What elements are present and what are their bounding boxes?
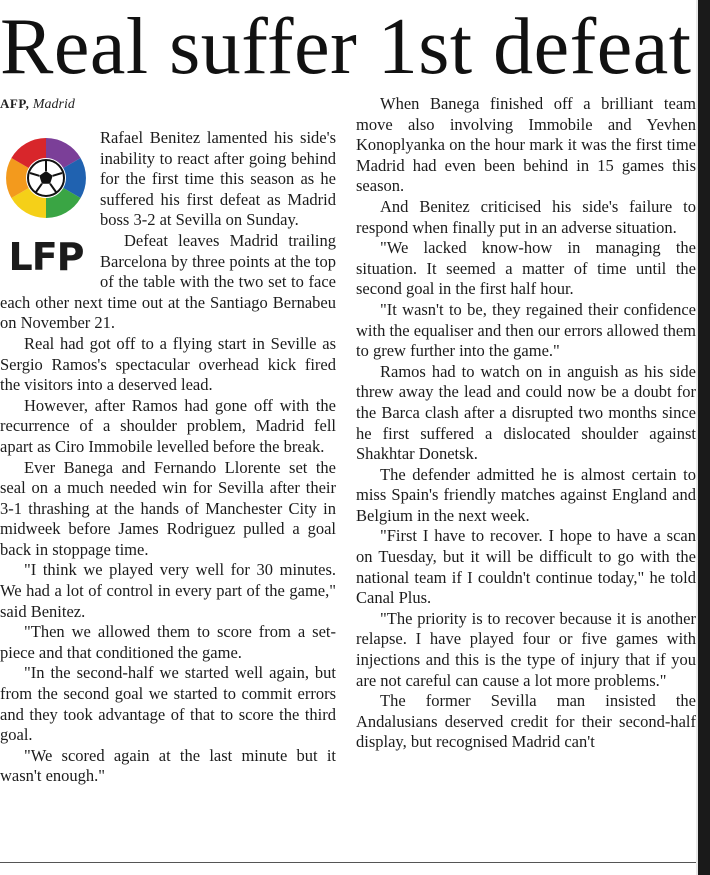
paragraph: Real had got off to a flying start in Seville as Sergio Ramos's spectacular overhead kick fired the visitors into a deserved lead. xyxy=(0,333,336,395)
page-edge xyxy=(698,0,710,875)
lfp-logo xyxy=(0,128,92,278)
paragraph: "In the second-half we started well again, but from the second goal we started to commit errors and they took advantage of that to score the third goal. xyxy=(0,663,336,745)
paragraph: Ever Banega and Fernando Llorente set the seal on a much needed win for Sevilla after their 3-1 thrashing at the hands of Manchester City in midweek before James Rodriguez pulled a goal back in stoppage time. xyxy=(0,457,336,559)
article-column-right xyxy=(356,94,696,753)
paragraph: However, after Ramos had gone off with the recurrence of a shoulder problem, Madrid fell apart as Ciro Immobile levelled before the break. xyxy=(0,395,336,456)
paragraph: Ramos had to watch on in anguish as his side threw away the lead and could now be a doubt for the Barca clash after a disrupted two months since he first suffered a dislocated shoulder against Shakhtar Donetsk. xyxy=(356,361,696,464)
paragraph: The defender admitted he is almost certain to miss Spain's friendly matches against England and Belgium in the next week. xyxy=(356,464,696,525)
article-column-left xyxy=(0,128,336,787)
headline: Real suffer 1st defeat xyxy=(0,3,692,91)
paragraph: When Banega finished off a brilliant team move also involving Immobile and Yevhen Konoplyanka on the hour mark it was the first time Madrid had even been behind in 15 games this season. xyxy=(356,94,696,196)
paragraph: And Benitez criticised his side's failure to respond when finally put in an adverse situation. xyxy=(356,196,696,237)
paragraph: The former Sevilla man insisted the Andalusians deserved credit for their second-half display, but recognised Madrid can't xyxy=(356,691,696,752)
paragraph: "It wasn't to be, they regained their confidence with the equaliser and then our errors allowed them to grew further into the game." xyxy=(356,299,696,361)
byline-place: Madrid xyxy=(32,97,75,112)
paragraph: "I think we played very well for 30 minutes. We had a lot of control in every part of the game," said Benitez. xyxy=(0,560,336,621)
paragraph: "Then we allowed them to score from a set-piece and that conditioned the game. xyxy=(0,622,336,662)
paragraph: Rafael Benitez lamented his side's inability to react after going behind for the first time this season as he suffered his first defeat as Madrid boss 3-2 at Sevilla on Sunday. xyxy=(100,128,336,230)
byline xyxy=(0,96,75,113)
paragraph: "The priority is to recover because it is another relapse. I have played four or five games with injections and this is the type of injury that if you are not careful can cause a lot more problems." xyxy=(356,608,696,690)
bottom-rule xyxy=(0,862,697,863)
paragraph: "We scored again at the last minute but it wasn't enough." xyxy=(0,745,336,786)
paragraph: "First I have to recover. I hope to have a scan on Tuesday, but it will be difficult to go with the national team if I couldn't continue today," he told Canal Plus. xyxy=(356,526,696,608)
lfp-logo-icon xyxy=(2,128,90,238)
paragraph: Defeat leaves Madrid trailing Barcelona by three points at the top of the table with the two set to face each other next time out at the Santiago Bernabeu on November 21. xyxy=(0,230,336,333)
byline-agency: AFP, xyxy=(0,96,30,111)
lfp-logo-text: LFP xyxy=(8,235,84,279)
paragraph: "We lacked know-how in managing the situation. It seemed a matter of time until the second goal in the first half hour. xyxy=(356,238,696,299)
